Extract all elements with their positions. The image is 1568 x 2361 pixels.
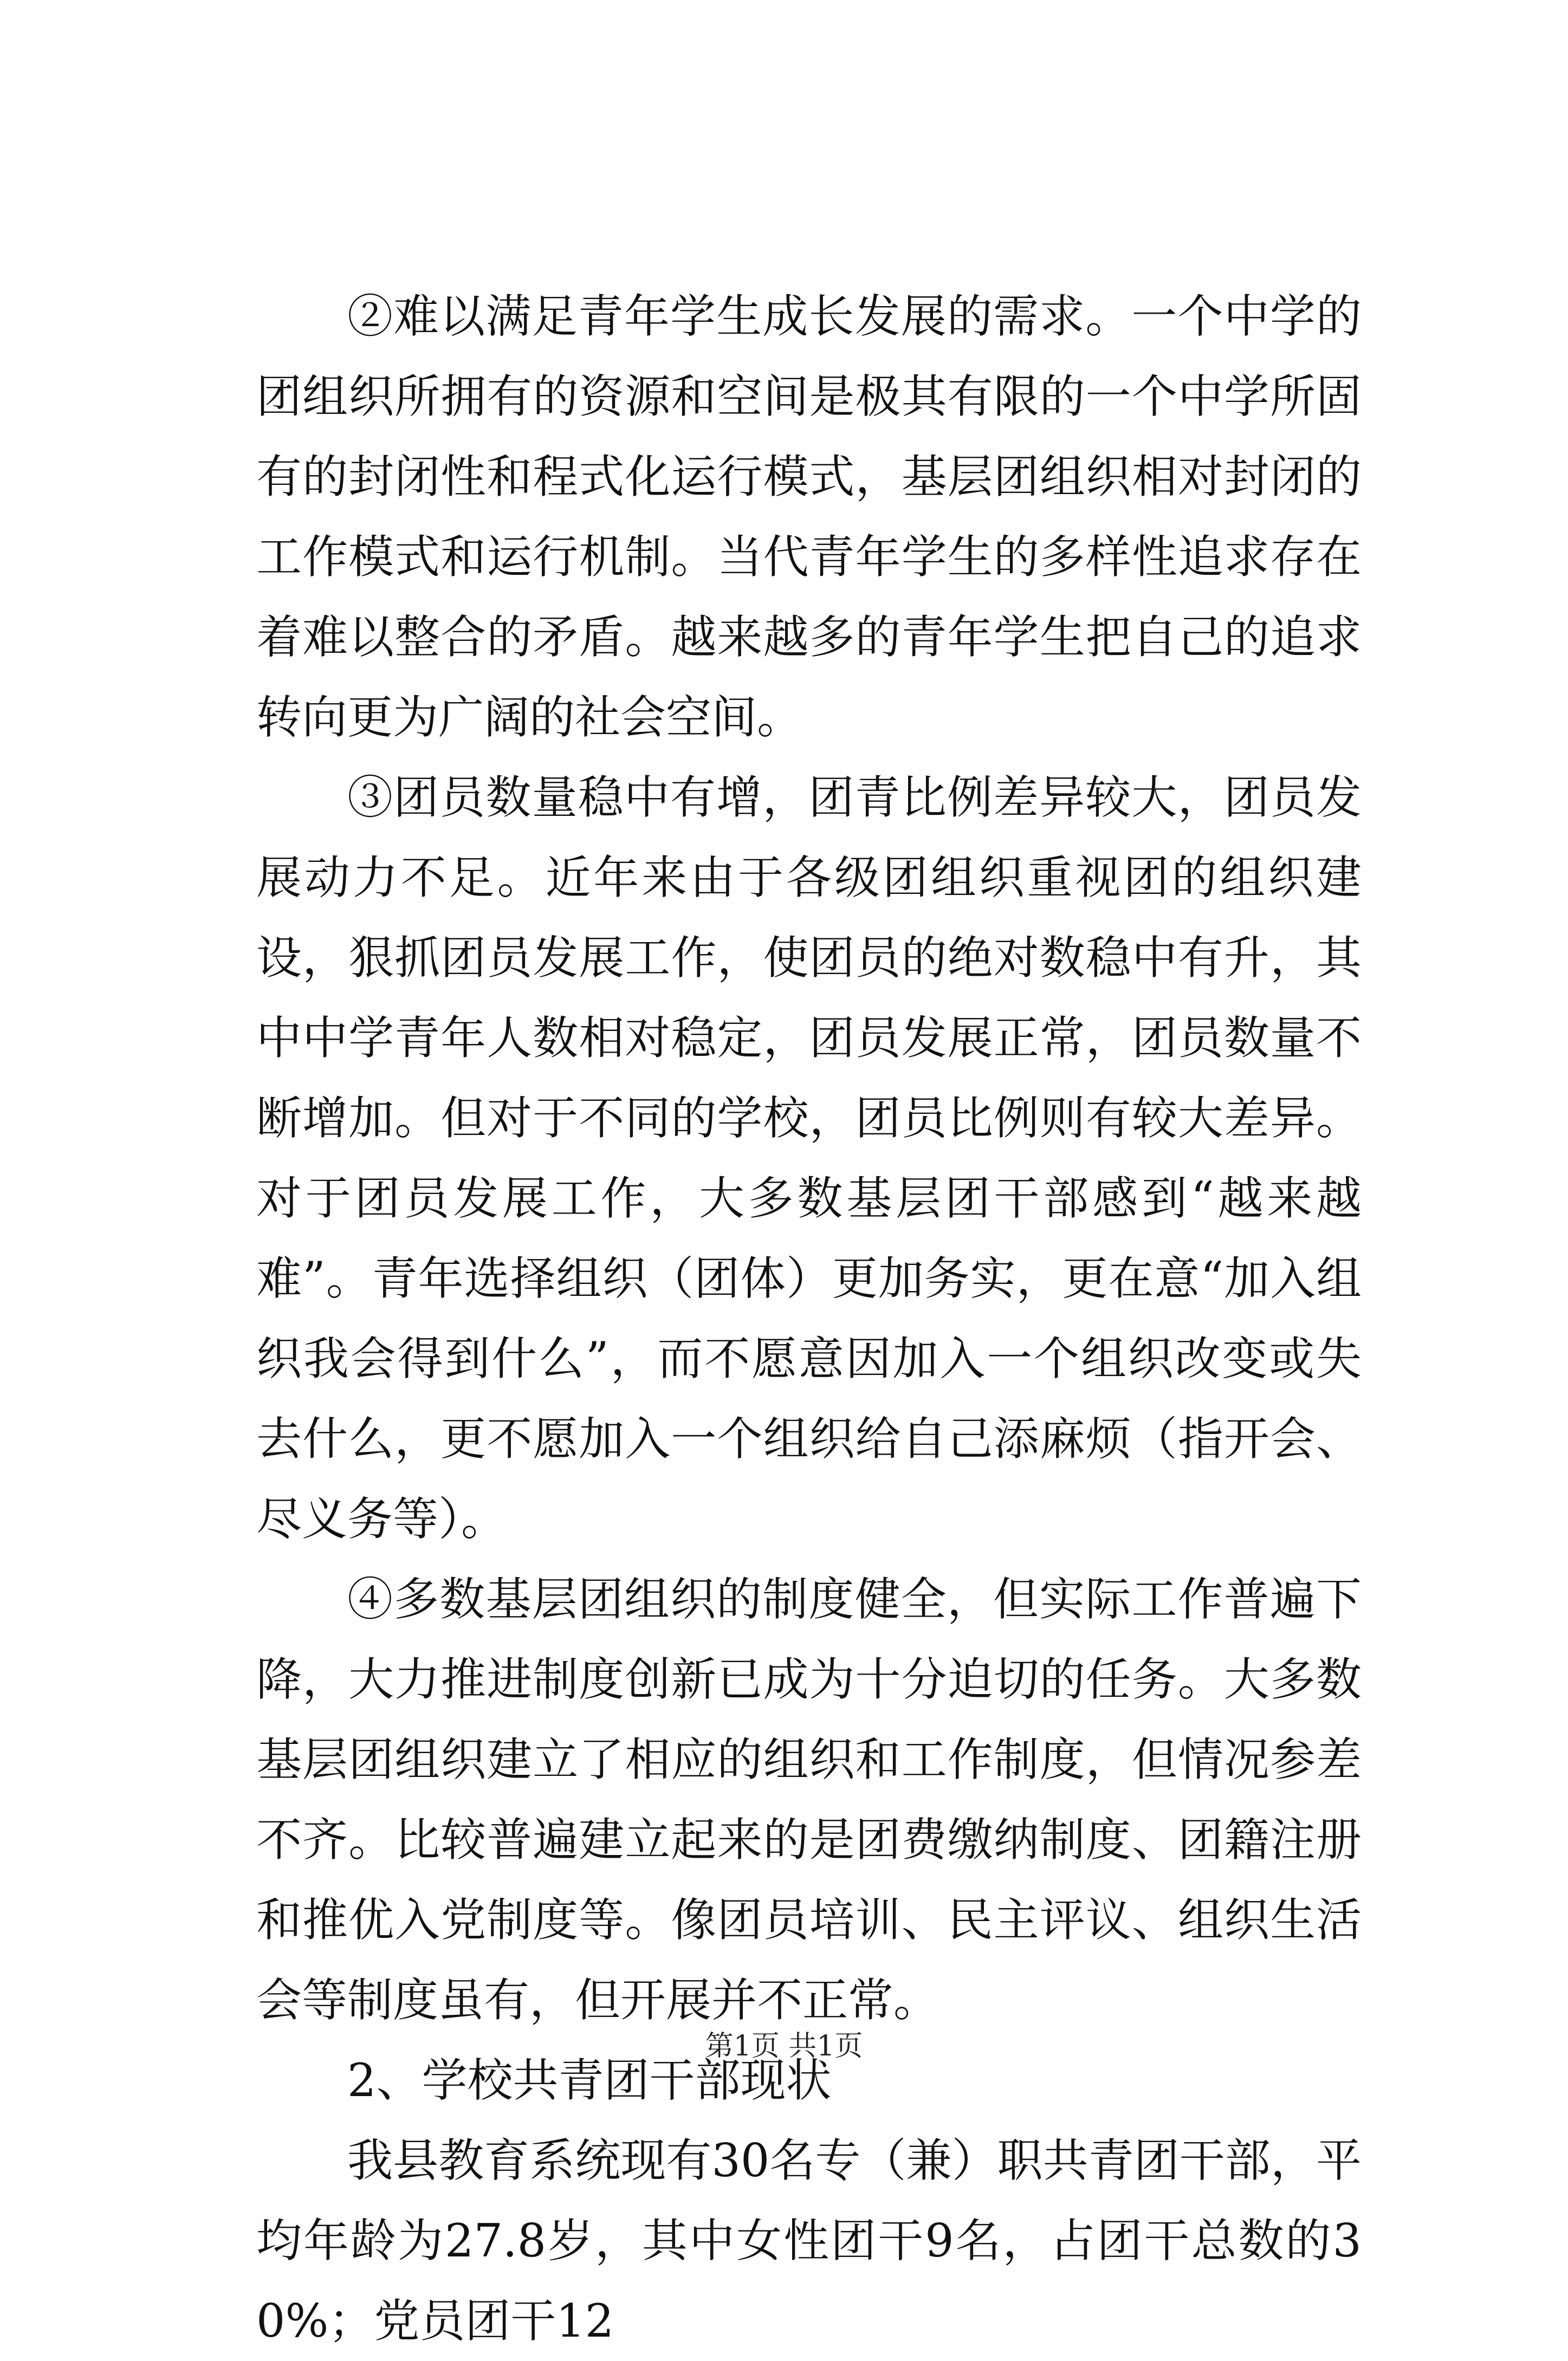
page-footer: 第1页 共1页 <box>705 2030 863 2062</box>
section-heading: 2、学校共青团干部现状 <box>347 2054 832 2107</box>
paragraph-membership: ③团员数量稳中有增，团青比例差异较大，团员发展动力不足。近年来由于各级团组织重视团的组织建设，狠抓团员发展工作，使团员的绝对数稳中有升，其中中学青年人数相对稳定，团员发展正常，团员数量不断增加。但对于不同的学校，团员比例则有较大差异。对于团员发展工作，大多数基层团干部感到“越来越难”。青年选择组织（团体）更加务实，更在意“加入组织我会得到什么”，而不愿意因加入一个组织改变或失去什么，更不愿加入一个组织给自己添麻烦（指开会、尽义务等）。 <box>256 771 1362 1546</box>
paragraph-needs: ②难以满足青年学生成长发展的需求。一个中学的团组织所拥有的资源和空间是极其有限的一个中学所固有的封闭性和程式化运行模式，基层团组织相对封闭的工作模式和运行机制。当代青年学生的多样性追求存在着难以整合的矛盾。越来越多的青年学生把自己的追求转向更为广阔的社会空间。 <box>256 290 1362 744</box>
paragraph-system: ④多数基层团组织的制度健全，但实际工作普遍下降，大力推进制度创新已成为十分迫切的任务。大多数基层团组织建立了相应的组织和工作制度，但情况参差不齐。比较普遍建立起来的是团费缴纳制度、团籍注册和推优入党制度等。像团员培训、民主评议、组织生活会等制度虽有，但开展并不正常。 <box>256 1573 1362 2027</box>
paragraph-cadre-status: 我县教育系统现有30名专（兼）职共青团干部，平均年龄为27.8岁，其中女性团干9名，占团干总数的30%；党员团干12 <box>256 2134 1362 2347</box>
